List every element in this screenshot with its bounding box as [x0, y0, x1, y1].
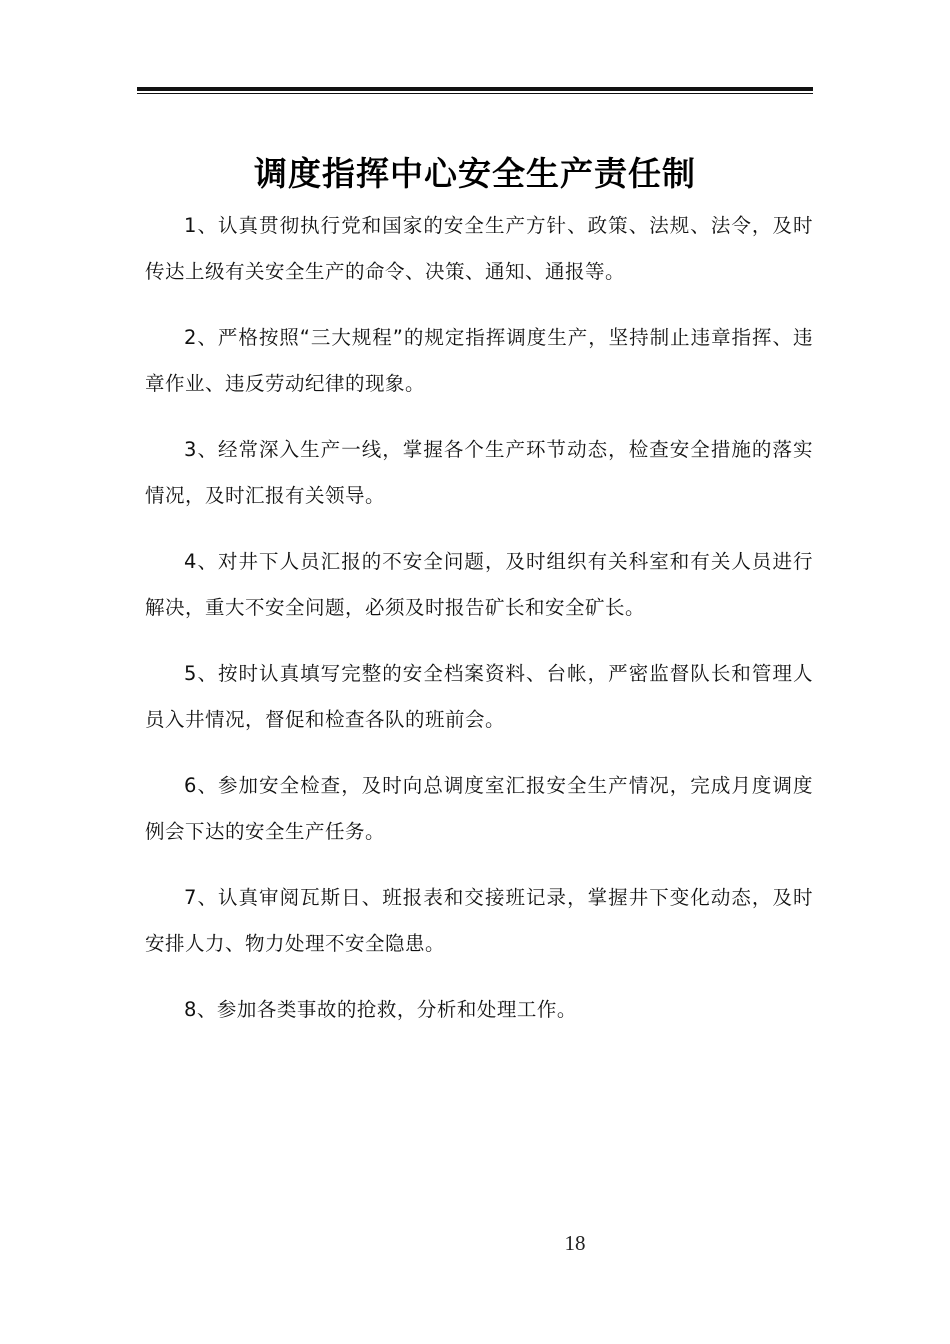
- paragraph-4: 4、对井下人员汇报的不安全问题，及时组织有关科室和有关人员进行解决，重大不安全问题，必须及时报告矿长和安全矿长。: [145, 550, 813, 619]
- paragraph-1: 1、认真贯彻执行党和国家的安全生产方针、政策、法规、法令，及时传达上级有关安全生产的命令、决策、通知、通报等。: [145, 214, 813, 283]
- paragraph-6: 6、参加安全检查，及时向总调度室汇报安全生产情况，完成月度调度例会下达的安全生产任务。: [145, 774, 813, 843]
- document-body: [145, 203, 813, 1053]
- page-number: 18: [564, 1231, 586, 1255]
- paragraph-3: 3、经常深入生产一线，掌握各个生产环节动态，检查安全措施的落实情况，及时汇报有关领导。: [145, 438, 813, 507]
- paragraph-2: 2、严格按照“三大规程”的规定指挥调度生产，坚持制止违章指挥、违章作业、违反劳动纪律的现象。: [145, 326, 813, 395]
- paragraph-8: 8、参加各类事故的抢救，分析和处理工作。: [184, 998, 577, 1021]
- header-rule-thin-line: [137, 93, 813, 94]
- paragraph-7: 7、认真审阅瓦斯日、班报表和交接班记录，掌握井下变化动态，及时安排人力、物力处理不安全隐患。: [145, 886, 813, 955]
- header-rule-thick-line: [137, 87, 813, 91]
- paragraph-5: 5、按时认真填写完整的安全档案资料、台帐，严密监督队长和管理人员入井情况，督促和检查各队的班前会。: [145, 662, 813, 731]
- header-double-rule: [137, 87, 813, 95]
- document-title: 调度指挥中心安全生产责任制: [254, 154, 696, 194]
